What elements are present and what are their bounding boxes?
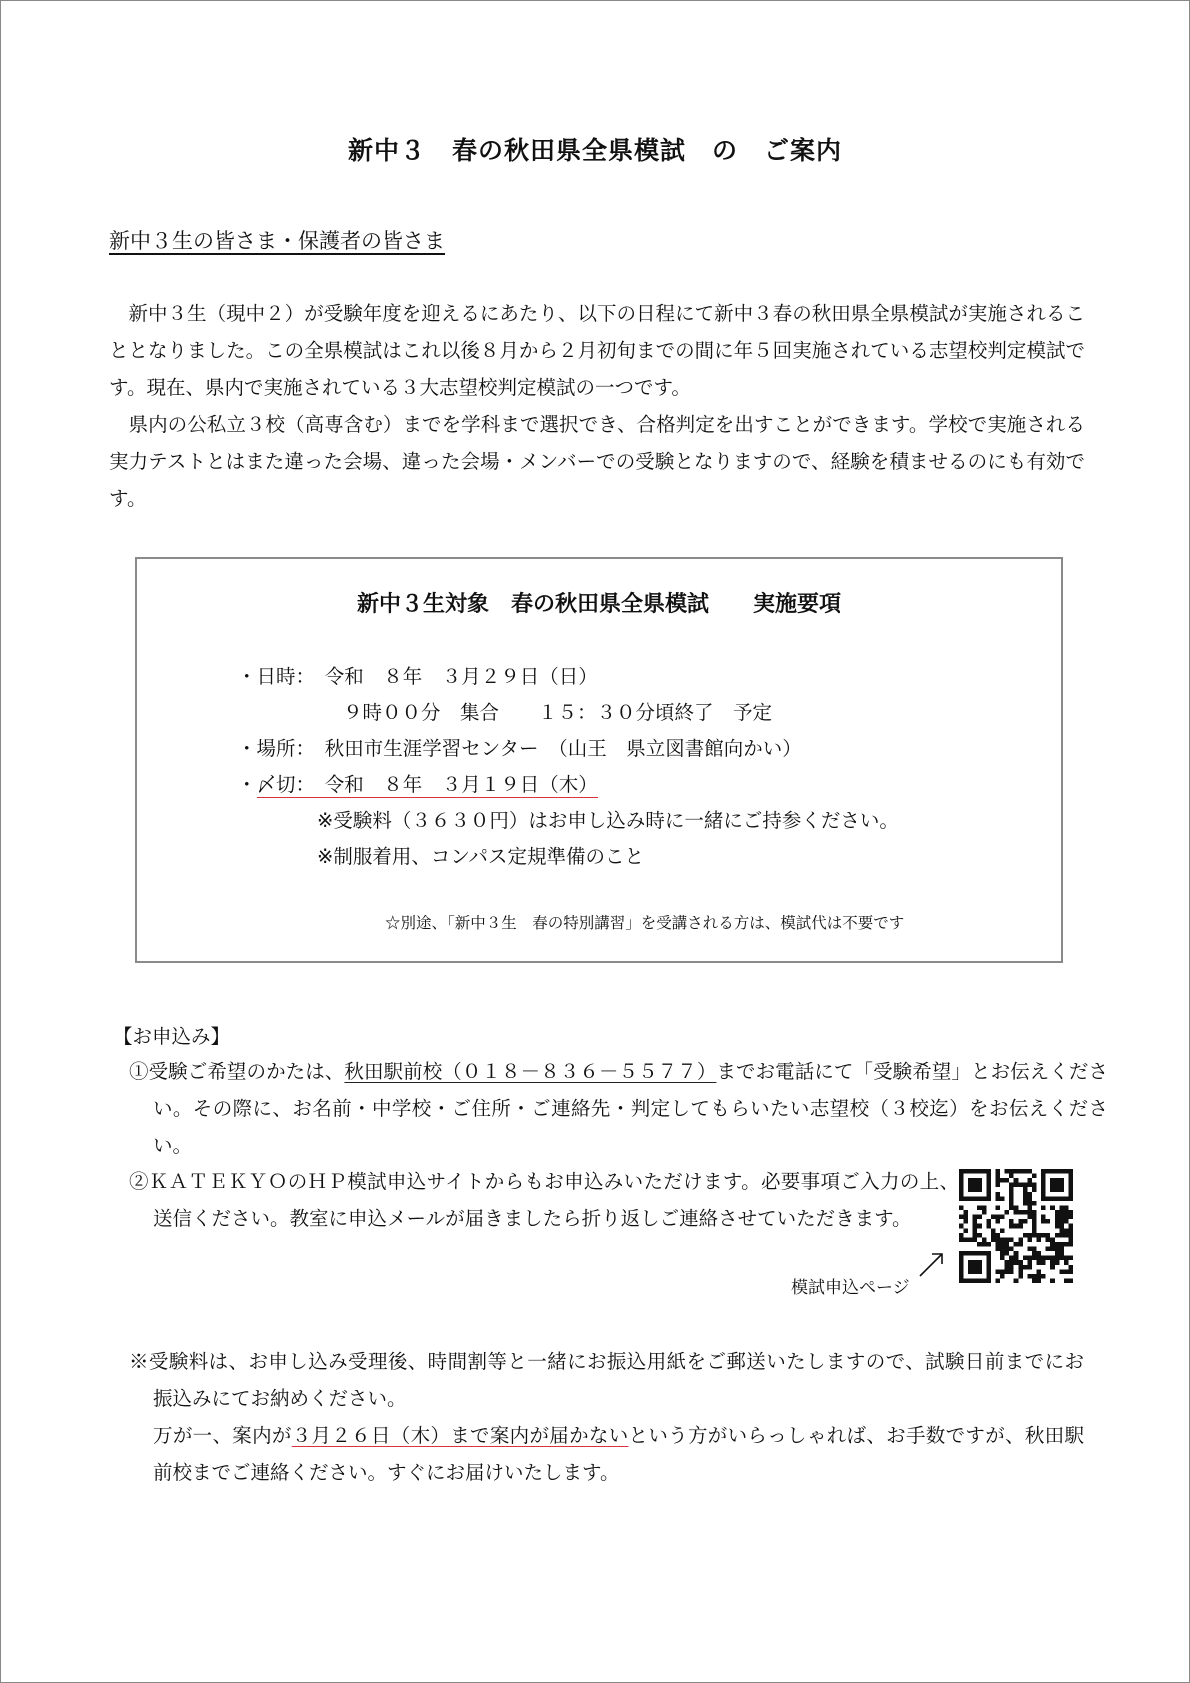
fee-payment-note: ※受験料は、お申し込み受理後、時間割等と一緒にお振込用紙をご郵送いたしますので、試験日前までにお振込みにてお納めください。 (129, 1350, 1084, 1410)
notes-section (129, 1343, 1084, 1491)
intro-paragraph-1: 新中３生（現中２）が受験年度を迎えるにあたり、以下の日程にて新中３春の秋田県全県模試が実施されることとなりました。この全県模試はこれ以後８月から２月初旬までの間に年５回実施されている志望校判定模試です。現在、県内で実施されている３大志望校判定模試の一つです。 (109, 302, 1085, 399)
qr-code-label: 模試申込ページ (791, 1278, 910, 1298)
exam-details-title: 新中３生対象 春の秋田県全県模試 実施要項 (356, 592, 841, 617)
arrow-icon (917, 1249, 947, 1279)
exam-time: ９時００分 集合 １５：３０分頃終了 予定 (343, 701, 773, 724)
application-heading: 【お申込み】 (113, 1025, 231, 1048)
salutation: 新中３生の皆さま・保護者の皆さま (109, 229, 445, 253)
deadline-bullet: ・ (237, 773, 257, 796)
exam-uniform-note: ※制服着用、コンパス定規準備のこと (317, 845, 644, 868)
exam-date: ・日時： 令和 ８年 ３月２９日（日） (237, 665, 598, 688)
exam-details-box (135, 557, 1063, 963)
page-title: 新中３ 春の秋田県全県模試 の ご案内 (347, 136, 842, 165)
special-course-note: ☆別途、「新中３生 春の特別講習」を受講される方は、模試代は不要です (385, 914, 905, 932)
deadline-text: 〆切： 令和 ８年 ３月１９日（木） (256, 773, 598, 796)
application-phone-item (129, 1053, 1108, 1164)
phone-item-rest: までお電話にて「受験希望」とお伝えください。その際に、お名前・中学校・ご住所・ご連絡先・判定してもらいたい志望校（３校迄）をお伝えください。 (153, 1060, 1108, 1157)
intro-paragraph-2: 県内の公私立３校（高専含む）までを学科まで選択でき、合格判定を出すことができます。学校で実施される実力テストとはまた違った会場、違った会場・メンバーでの受験となりますので、経験を積ませるのにも有効です。 (109, 413, 1085, 510)
exam-deadline (237, 769, 598, 797)
late-delivery-note (129, 1417, 1084, 1491)
exam-fee-note: ※受験料（３６３０円）はお申し込み時に一緒にご持参ください。 (317, 809, 899, 832)
phone-number: 秋田駅前校（０１８－８３６－５５７７） (344, 1060, 717, 1083)
exam-place: ・場所： 秋田市生涯学習センター （山王 県立図書館向かい） (237, 737, 802, 760)
phone-item-prefix: ①受験ご希望のかたは、 (129, 1060, 345, 1083)
late-note-date: ３月２６日（木）まで案内が届かない (291, 1424, 629, 1447)
application-web-item: ②ＫＡＴＥＫＹＯのＨＰ模試申込サイトからもお申込みいただけます。必要事項ご入力の上、送信ください。教室に申込メールが届きましたら折り返しご連絡させていただきます。 (129, 1170, 959, 1230)
late-note-prefix: 万が一、案内が (153, 1424, 292, 1447)
qr-code-icon[interactable] (959, 1169, 1073, 1283)
late-note-rest: という方がいらっしゃれば、お手数ですが、秋田駅前校までご連絡ください。すぐにお届けいたします。 (153, 1424, 1084, 1484)
